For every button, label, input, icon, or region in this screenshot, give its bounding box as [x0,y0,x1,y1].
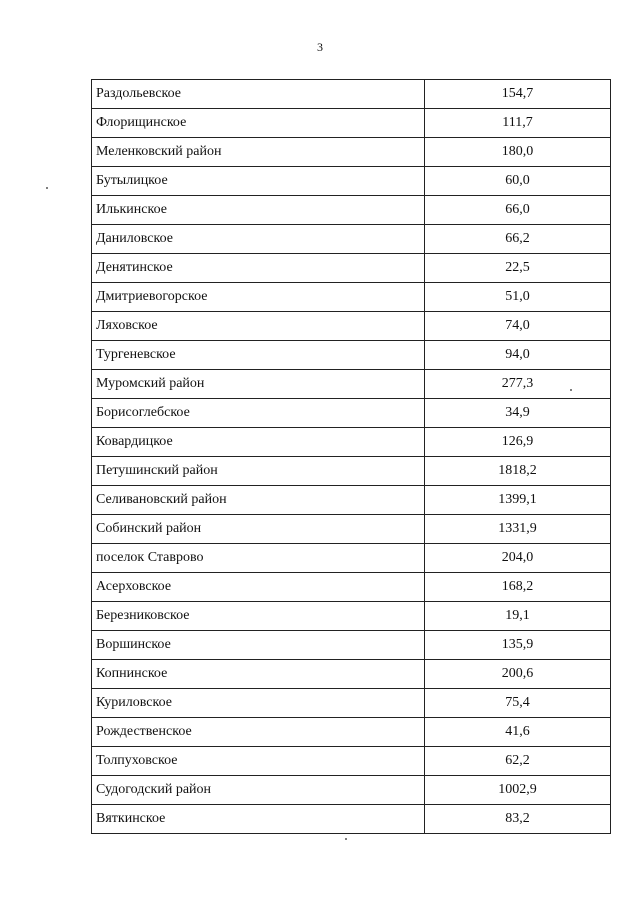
municipality-name: Толпуховское [92,747,425,776]
municipality-name: Илькинское [92,196,425,225]
table-body [92,80,611,834]
table-row [92,486,611,515]
table-row [92,689,611,718]
municipality-value: 66,2 [425,225,611,254]
municipality-value: 75,4 [425,689,611,718]
municipality-value: 277,3 [425,370,611,399]
table-row [92,254,611,283]
municipality-value: 60,0 [425,167,611,196]
scan-speck [46,187,48,189]
table-row [92,747,611,776]
municipality-value: 1818,2 [425,457,611,486]
municipality-name: Тургеневское [92,341,425,370]
municipality-value: 111,7 [425,109,611,138]
table-row [92,602,611,631]
municipality-name: Раздольевское [92,80,425,109]
table-row [92,428,611,457]
municipality-value: 34,9 [425,399,611,428]
table-row [92,544,611,573]
scan-speck [345,838,347,840]
municipality-value: 1399,1 [425,486,611,515]
municipality-name: Вяткинское [92,805,425,834]
table-row [92,573,611,602]
municipality-value: 1002,9 [425,776,611,805]
municipality-name: Денятинское [92,254,425,283]
municipality-value: 66,0 [425,196,611,225]
municipality-name: Воршинское [92,631,425,660]
municipalities-table [91,79,611,834]
municipality-name: Меленковский район [92,138,425,167]
table-row [92,138,611,167]
table-row [92,167,611,196]
table-row [92,109,611,138]
municipality-name: Даниловское [92,225,425,254]
table-row [92,312,611,341]
municipality-value: 22,5 [425,254,611,283]
municipality-value: 135,9 [425,631,611,660]
table-row [92,370,611,399]
municipality-name: Петушинский район [92,457,425,486]
table-row [92,805,611,834]
municipality-value: 94,0 [425,341,611,370]
municipality-name: Ковардицкое [92,428,425,457]
municipality-name: Березниковское [92,602,425,631]
municipality-name: Куриловское [92,689,425,718]
table-row [92,225,611,254]
municipality-value: 204,0 [425,544,611,573]
municipality-name: Копнинское [92,660,425,689]
municipality-name: Ляховское [92,312,425,341]
municipality-name: Дмитриевогорское [92,283,425,312]
table-row [92,660,611,689]
municipality-name: Борисоглебское [92,399,425,428]
municipality-value: 19,1 [425,602,611,631]
municipality-name: Муромский район [92,370,425,399]
municipality-name: Флорищинское [92,109,425,138]
municipality-name: Собинский район [92,515,425,544]
municipality-value: 62,2 [425,747,611,776]
municipality-value: 126,9 [425,428,611,457]
municipality-name: Селивановский район [92,486,425,515]
municipality-value: 83,2 [425,805,611,834]
table-row [92,399,611,428]
page-number: 3 [317,40,323,54]
municipality-name: Рождественское [92,718,425,747]
table-row [92,283,611,312]
municipality-value: 74,0 [425,312,611,341]
municipality-value: 168,2 [425,573,611,602]
table-row [92,196,611,225]
municipality-value: 51,0 [425,283,611,312]
table-row [92,718,611,747]
municipality-value: 200,6 [425,660,611,689]
table-row [92,341,611,370]
municipality-name: Асерховское [92,573,425,602]
municipality-name: поселок Ставрово [92,544,425,573]
table-row [92,776,611,805]
municipality-value: 180,0 [425,138,611,167]
municipality-name: Бутылицкое [92,167,425,196]
table-row [92,457,611,486]
table-row [92,515,611,544]
municipality-value: 41,6 [425,718,611,747]
municipality-name: Судогодский район [92,776,425,805]
municipality-value: 1331,9 [425,515,611,544]
table-row [92,80,611,109]
municipality-value: 154,7 [425,80,611,109]
table-row [92,631,611,660]
